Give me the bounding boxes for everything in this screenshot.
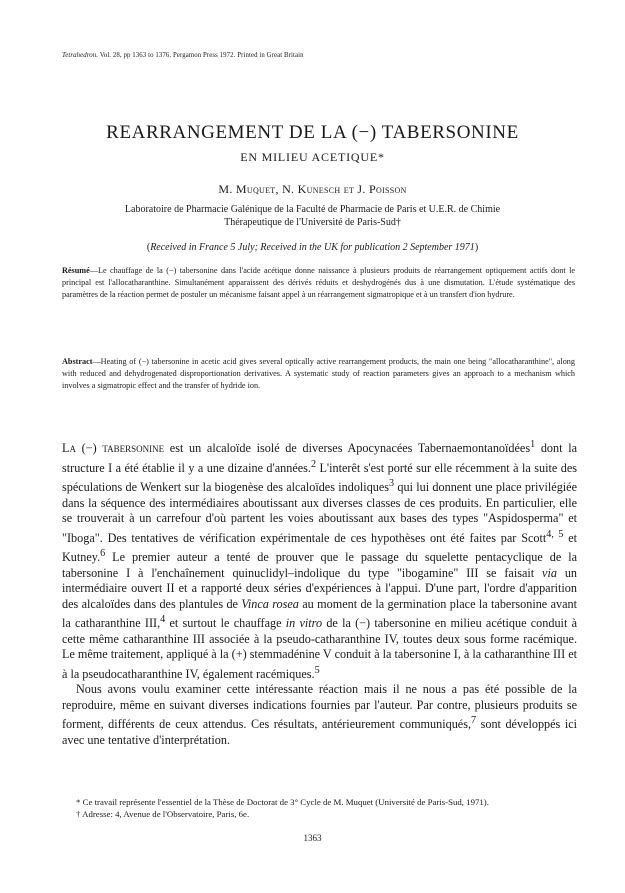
ref-mark: 5 bbox=[314, 664, 320, 676]
received-close-paren: ) bbox=[474, 242, 479, 253]
body-paragraph-1 bbox=[62, 437, 577, 682]
journal-header bbox=[62, 52, 582, 59]
paper-title: REARRANGEMENT DE LA (−) TABERSONINE bbox=[106, 122, 519, 143]
text-run: Le premier auteur a tenté de prouver que le passage du squelette pentacyclique de la tabersonine I à l'enchaînement quinuclidyl–indolique du type "ibogamine" III se faisait bbox=[62, 550, 577, 580]
ref-mark: 2 bbox=[310, 458, 317, 470]
received-text: Received in France 5 July; Received in the UK for publication 2 September 1971 bbox=[150, 242, 475, 253]
footnotes bbox=[62, 796, 577, 820]
abstract-text: —Heating of (−) tabersonine in acetic acid gives several optically active rearrangement products, the main one being "allocatharanthine", along with reduced and dehydrogenated disproportionation derivatives. A systematic study of reaction parameters gives an approach to a mechanism which involves a sigmatropic effect and the transfer of hydride ion. bbox=[62, 357, 575, 391]
text-run: un intermédiaire ouvert II et a rapporté deux séries d'expériences à l'appui. D'une part, l'ordre d'apparition des alcaloïdes dans des plantules de bbox=[62, 565, 577, 611]
ref-mark: 1 bbox=[530, 439, 536, 450]
italic-term: via bbox=[542, 565, 557, 580]
ref-mark: 6 bbox=[100, 548, 106, 560]
text-run: L'interêt s'est porté sur elle récemment à la suite des spéculations de Wenkert sur la biogenèse des alcaloïdes indoliques bbox=[62, 460, 577, 495]
ref-mark: 4, 5 bbox=[546, 528, 564, 540]
authors: M. Muquet, N. Kunesch et J. Poisson bbox=[218, 182, 407, 196]
italic-term: Vinca rosea bbox=[241, 596, 299, 611]
body-paragraph-2 bbox=[62, 682, 577, 748]
resume-label: Résumé bbox=[62, 266, 90, 275]
text-run: sont développés ici avec une tentative d'interprétation. bbox=[62, 717, 578, 747]
text-run: et Kutney. bbox=[62, 530, 577, 565]
text-run: au moment de la germination place la tabersonine avant la catharanthine III, bbox=[62, 596, 577, 631]
ref-mark: 3 bbox=[389, 478, 395, 490]
text-run: qui lui donnent une place privilégiée dans la séquence des intermédiaires aboutissant aux diverses classes de ces produits. En particulier, elle se trouverait à un carrefour d'où partent les voies aboutissant aux bases des types "Aspidosperma" et "Iboga". Des tentatives de vérification expérimentale de ces hypothèses ont été faites par Scott bbox=[62, 480, 577, 545]
page-number: 1363 bbox=[303, 833, 322, 843]
received-dates bbox=[0, 242, 625, 253]
affiliation: Laboratoire de Pharmacie Galénique de la Faculté de Pharmacie de Paris et U.E.R. de Chimie Thérapeutique de l'Université de Paris-Sud† bbox=[124, 204, 501, 228]
italic-term: in vitro bbox=[285, 616, 323, 631]
text-run: dont la structure I a été établie il y a une dizaine d'années. bbox=[62, 441, 577, 475]
text-run: Nous avons voulu examiner cette intéressante réaction mais il ne nous a pas été possible de la reproduire, même en suivant diverses indications fournies par l'auteur. Par contre, plusieurs produits se forment, différents de ceux attendus. Ces résultats, antérieurement communiqués, bbox=[62, 682, 577, 732]
footnote-address: † Adresse: 4, Avenue de l'Observatoire, Paris, 6e. bbox=[76, 809, 250, 819]
abstract-label: Abstract bbox=[62, 357, 93, 366]
text-run: et surtout le chauffage bbox=[165, 616, 286, 631]
ref-mark: 7 bbox=[471, 715, 477, 727]
text-run: de la (−) tabersonine en milieu acétique conduit à cette même catharanthine III associée à la pseudo-catharanthine IV, toutes deux sous forme racémique. Le même traitement, appliqué à la (+) stemmadénine V conduit à la tabersonine I, à la catharanthine III et à la pseudocatharanthine IV, également racémiques. bbox=[62, 616, 577, 681]
resume-block bbox=[62, 265, 575, 302]
text-run: est un alcaloïde isolé de diverses Apocynacées Tabernaemontanoïdées bbox=[164, 441, 531, 456]
received-open-paren: ( bbox=[146, 242, 151, 253]
abstract-block bbox=[62, 356, 575, 393]
journal-name: Tetrahedron. bbox=[62, 52, 99, 59]
footnote-thesis: * Ce travail représente l'essentiel de la Thèse de Doctorat de 3° Cycle de M. Muquet (Université de Paris-Sud, 1971). bbox=[76, 797, 489, 807]
lead-in: La (−) tabersonine bbox=[62, 441, 165, 456]
resume-text: —Le chauffage de la (−) tabersonine dans l'acide acétique donne naissance à plusieurs produits de réarrangement optiquement actifs dont le principal est l'allocatharanthine. Simultanément apparaissent des dérivés réduits et deshydrogénés dus à une dismutation. L'étude systématique des paramètres de la réaction permet de postuler un mécanisme faisant appel à un réarrangement sigmatropique et à un transfert d'ion hydrure. bbox=[62, 266, 575, 300]
journal-citation: Vol. 28, pp 1363 to 1376. Pergamon Press 1972. Printed in Great Britain bbox=[98, 52, 304, 59]
ref-mark: 4 bbox=[160, 614, 166, 626]
body-text bbox=[62, 437, 577, 749]
paper-subtitle: EN MILIEU ACETIQUE* bbox=[240, 150, 385, 164]
